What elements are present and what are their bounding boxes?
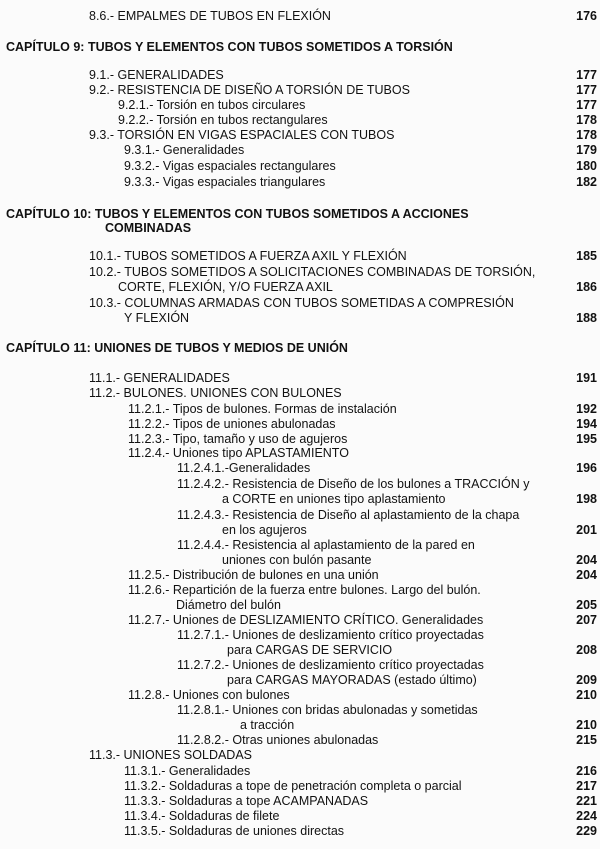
chapter-title: CAPÍTULO 11: UNIONES DE TUBOS Y MEDIOS DE UNIÓN	[6, 341, 348, 355]
chapter-heading	[6, 207, 566, 235]
entry-page: 191	[576, 371, 597, 385]
entry-title: 11.2.4.3.- Resistencia de Diseño al aplastamiento de la chapa	[177, 508, 520, 522]
entry-title: 10.2.- TUBOS SOMETIDOS A SOLICITACIONES COMBINADAS DE TORSIÓN,	[89, 265, 536, 279]
entry-title-continued: a CORTE en uniones tipo aplastamiento	[222, 492, 446, 506]
entry-title: 11.2.8.1.- Uniones con bridas abulonadas y sometidas	[177, 703, 478, 717]
chapter-heading	[6, 40, 566, 54]
entry-page: 192	[576, 402, 597, 416]
entry-page: 177	[576, 83, 597, 97]
entry-page: 194	[576, 417, 597, 431]
chapter-title-continued: COMBINADAS	[105, 221, 192, 235]
entry-page: 217	[576, 779, 597, 793]
entry-title: 9.2.1.- Torsión en tubos circulares	[118, 98, 306, 112]
entry-page: 209	[576, 673, 597, 687]
entry-title-continued: uniones con bulón pasante	[222, 553, 372, 567]
entry-page: 179	[576, 143, 597, 157]
entry-page: 224	[576, 809, 597, 823]
entry-title: 9.3.1.- Generalidades	[124, 143, 245, 157]
entry-title: 11.3.3.- Soldaduras a tope ACAMPANADAS	[124, 794, 369, 808]
entry-title: 8.6.- EMPALMES DE TUBOS EN FLEXIÓN	[89, 9, 331, 23]
entry-title: 11.3.- UNIONES SOLDADAS	[89, 748, 253, 762]
entry-title: 11.2.7.2.- Uniones de deslizamiento crítico proyectadas	[177, 658, 484, 672]
entry-title: 11.2.2.- Tipos de uniones abulonadas	[128, 417, 336, 431]
entry-title: 9.3.2.- Vigas espaciales rectangulares	[124, 159, 336, 173]
entry-title: 11.2.6.- Repartición de la fuerza entre bulones. Largo del bulón.	[128, 583, 481, 597]
entry-title: 11.2.- BULONES. UNIONES CON BULONES	[89, 386, 342, 400]
entry-title: 9.3.3.- Vigas espaciales triangulares	[124, 175, 326, 189]
entry-page: 229	[576, 824, 597, 838]
entry-page: 178	[576, 128, 597, 142]
entry-title: 11.2.3.- Tipo, tamaño y uso de agujeros	[128, 432, 348, 446]
entry-page: 201	[576, 523, 597, 537]
entry-title-continued: en los agujeros	[222, 523, 307, 537]
entry-title: 10.3.- COLUMNAS ARMADAS CON TUBOS SOMETIDAS A COMPRESIÓN	[89, 296, 514, 310]
entry-page: 207	[576, 613, 597, 627]
entry-title: 11.2.5.- Distribución de bulones en una unión	[128, 568, 379, 582]
entry-title: 11.2.7.1.- Uniones de deslizamiento crítico proyectadas	[177, 628, 484, 642]
entry-title: 11.2.7.- Uniones de DESLIZAMIENTO CRÍTICO. Generalidades	[128, 613, 484, 627]
entry-title: 11.3.4.- Soldaduras de filete	[124, 809, 280, 823]
entry-page: 186	[576, 280, 597, 294]
entry-title: 11.2.8.- Uniones con bulones	[128, 688, 290, 702]
entry-title: 11.2.4.2.- Resistencia de Diseño de los bulones a TRACCIÓN y	[177, 477, 530, 491]
entry-page: 208	[576, 643, 597, 657]
entry-page: 185	[576, 249, 597, 263]
entry-page: 210	[576, 688, 597, 702]
entry-page: 210	[576, 718, 597, 732]
entry-page: 204	[576, 553, 597, 567]
entry-title: 11.3.5.- Soldaduras de uniones directas	[124, 824, 345, 838]
entry-title: 9.1.- GENERALIDADES	[89, 68, 224, 82]
entry-title-continued: Diámetro del bulón	[176, 598, 281, 612]
entry-page: 198	[576, 492, 597, 506]
entry-title: 11.2.8.2.- Otras uniones abulonadas	[177, 733, 379, 747]
entry-title-continued: para CARGAS MAYORADAS (estado último)	[227, 673, 477, 687]
entry-title: 11.1.- GENERALIDADES	[89, 371, 230, 385]
entry-title: 11.2.1.- Tipos de bulones. Formas de instalación	[128, 402, 397, 416]
entry-title-continued: a tracción	[240, 718, 295, 732]
entry-page: 196	[576, 461, 597, 475]
entry-page: 182	[576, 175, 597, 189]
entry-page: 177	[576, 68, 597, 82]
entry-title: 11.2.4.1.-Generalidades	[177, 461, 311, 475]
entry-page: 215	[576, 733, 597, 747]
entry-title: 11.3.1.- Generalidades	[124, 764, 251, 778]
entry-page: 180	[576, 159, 597, 173]
entry-page: 188	[576, 311, 597, 325]
entry-page: 216	[576, 764, 597, 778]
entry-title: 9.3.- TORSIÓN EN VIGAS ESPACIALES CON TUBOS	[89, 128, 395, 142]
entry-title: 11.3.2.- Soldaduras a tope de penetración completa o parcial	[124, 779, 462, 793]
chapter-title: CAPÍTULO 10: TUBOS Y ELEMENTOS CON TUBOS SOMETIDOS A ACCIONES	[6, 207, 469, 221]
entry-page: 177	[576, 98, 597, 112]
entry-page: 178	[576, 113, 597, 127]
chapter-title: CAPÍTULO 9: TUBOS Y ELEMENTOS CON TUBOS SOMETIDOS A TORSIÓN	[6, 40, 453, 54]
entry-page: 195	[576, 432, 597, 446]
chapter-heading	[6, 341, 566, 355]
entry-title: 10.1.- TUBOS SOMETIDOS A FUERZA AXIL Y FLEXIÓN	[89, 249, 407, 263]
entry-title: 9.2.- RESISTENCIA DE DISEÑO A TORSIÓN DE TUBOS	[89, 83, 410, 97]
entry-page: 221	[576, 794, 597, 808]
entry-page: 204	[576, 568, 597, 582]
entry-page: 205	[576, 598, 597, 612]
entry-page: 176	[576, 9, 597, 23]
entry-title: 11.2.4.4.- Resistencia al aplastamiento de la pared en	[177, 538, 475, 552]
entry-title: 9.2.2.- Torsión en tubos rectangulares	[118, 113, 328, 127]
entry-title: 11.2.4.- Uniones tipo APLASTAMIENTO	[128, 446, 349, 460]
entry-title-continued: Y FLEXIÓN	[124, 311, 190, 325]
entry-title-continued: para CARGAS DE SERVICIO	[227, 643, 393, 657]
entry-title-continued: CORTE, FLEXIÓN, Y/O FUERZA AXIL	[118, 280, 333, 294]
